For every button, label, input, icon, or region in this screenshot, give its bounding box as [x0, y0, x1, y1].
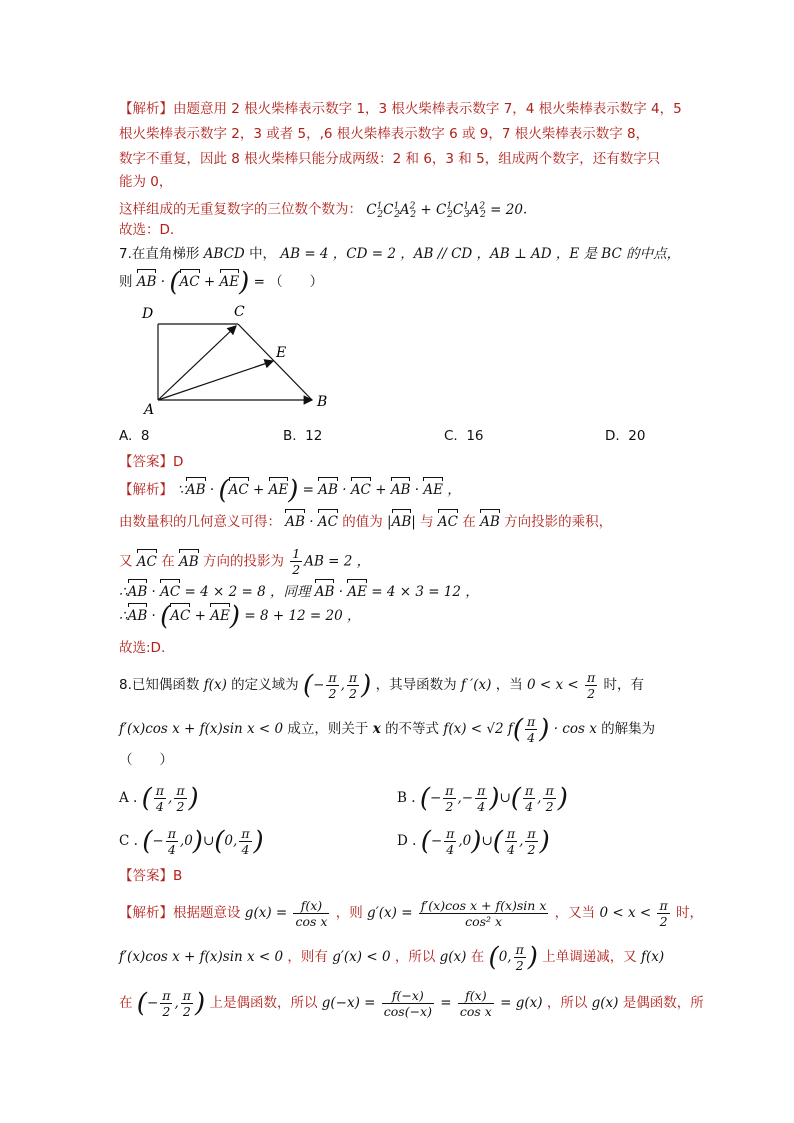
- analysis6-line4: 能为 0，: [119, 174, 173, 190]
- q7-analysis-line2: 由数量积的几何意义可得： AB · AC 的值为 |AB| 与 AC 在 AB 方向投影的乘积，: [119, 514, 613, 530]
- q8-option-b: B . (− $\frac{\pi}{2}$ ,− $\frac{\pi}{4}$ )∪( $\frac{\pi}{4}$ , $\frac{\pi}{2}$ ): [397, 783, 568, 814]
- q7-option-d: D. 20: [605, 428, 646, 444]
- q7-option-b: B. 12: [283, 428, 323, 444]
- label-b: B: [317, 394, 328, 410]
- analysis6-line3: 数字不重复，因此 8 根火柴棒只能分成两级：2 和 6，3 和 5，组成两个数字，还有数字只: [119, 151, 661, 167]
- vector-ae: [158, 361, 273, 400]
- q7-answer: 【答案】D: [119, 454, 184, 470]
- q7-option-a: A. 8: [119, 428, 150, 444]
- q8-analysis-line3: 在 (− $\frac{\pi}{2}$ , $\frac{\pi}{2}$ ) 上是偶函数，所以 g(−x) = $\frac{f(-x)}{\cos(-x)}$ = $\frac{f(x)}{\text{cos x}}$ = g(x) ，所以 g(x) 是偶函数，所: [119, 988, 704, 1019]
- label-c: C: [234, 304, 245, 320]
- edge-cb: [238, 324, 312, 400]
- q8-stem-line1: 8.已知偶函数 f(x) 的定义域为 (− $\frac{\pi}{2}$ , $\frac{\pi}{2}$ ) ，其导函数为 f ′(x) ，当 0 < x < $\frac{\pi}{2}$ 时，有: [119, 670, 645, 701]
- trapezoid-figure: [130, 300, 350, 420]
- q8-stem-line3: （ ）: [119, 752, 173, 768]
- q8-analysis-line2: f′(x)cos x + f(x)sin x < 0 ，则有 g′(x) < 0 ，所以 g(x) 在 (0, $\frac{\pi}{2}$ ) 上单调递减，又 f(x): [119, 942, 665, 973]
- q7-analysis-line5: ∴AB · (AC + AE) = 8 + 12 = 20 ，: [119, 601, 361, 632]
- q7-stem: 7.在直角梯形 ABCD 中， AB = 4 ，CD = 2 ，AB // CD ，AB ⊥ AD ，E 是 BC 的中点，: [119, 246, 681, 262]
- q8-analysis-line1: 【解析】根据题意设 g(x) = $\frac{f(x)}{\text{cos x}}$ ，则 g′(x) = $\frac{\text{f′(x)cos x + f(x)sin x}}{\text{cos² x}}$ ，又当 0 < x < $\frac{\pi}{2}$ 时，: [119, 898, 703, 929]
- analysis6-conclusion: 故选：D．: [119, 222, 184, 238]
- q7-analysis-line1: 【解析】 ∵AB · (AC + AE) = AB · AC + AB · AE ，: [119, 475, 461, 506]
- label-d: D: [142, 306, 154, 322]
- q7-conclusion: 故选:D.: [119, 640, 166, 656]
- q8-option-a: A . ( $\frac{\pi}{4}$ , $\frac{\pi}{2}$ ): [119, 783, 199, 814]
- q8-option-c: C . (− $\frac{\pi}{4}$ ,0)∪(0, $\frac{\pi}{4}$ ): [119, 826, 264, 857]
- analysis6-line5: 这样组成的无重复数字的三位数个数为： $C^1_2C^1_2A^2_2 + C^1_2C^1_3A^2_2 = 20$．: [119, 201, 537, 221]
- q8-stem-line2: f′(x)cos x + f(x)sin x < 0 成立，则关于 x 的不等式 f(x) < √2 f( $\frac{\pi}{4}$ ) · cos x 的解集为: [119, 714, 656, 745]
- analysis6-line1: 【解析】由题意用 2 根火柴棒表示数字 1，3 根火柴棒表示数字 7，4 根火柴棒表示数字 4，5: [119, 101, 682, 117]
- q7-expression: 则 AB · (AC + AE) = （ ）: [119, 267, 324, 298]
- q7-option-c: C. 16: [444, 428, 484, 444]
- q8-answer: 【答案】B: [119, 868, 183, 884]
- q7-analysis-line4: ∴AB · AC = 4 × 2 = 8 ，同理 AB · AE = 4 × 3 = 12 ，: [119, 584, 479, 600]
- analysis6-line2: 根火柴棒表示数字 2，3 或者 5，,6 根火柴棒表示数字 6 或 9，7 根火柴棒表示数字 8，: [119, 126, 650, 142]
- label-e: E: [276, 345, 287, 361]
- label-a: A: [144, 402, 155, 418]
- q7-analysis-line3: 又 AC 在 AB 方向的投影为 $\frac{1}{2}$ AB = 2 ，: [119, 546, 371, 577]
- analysis-label: 【解析】: [119, 101, 173, 117]
- q8-option-d: D . (− $\frac{\pi}{4}$ ,0)∪( $\frac{\pi}{4}$ , $\frac{\pi}{2}$ ): [397, 826, 550, 857]
- vector-ac: [158, 326, 236, 400]
- count-formula: $C^1_2C^1_2A^2_2 + C^1_2C^1_3A^2_2 = 20$: [366, 201, 523, 221]
